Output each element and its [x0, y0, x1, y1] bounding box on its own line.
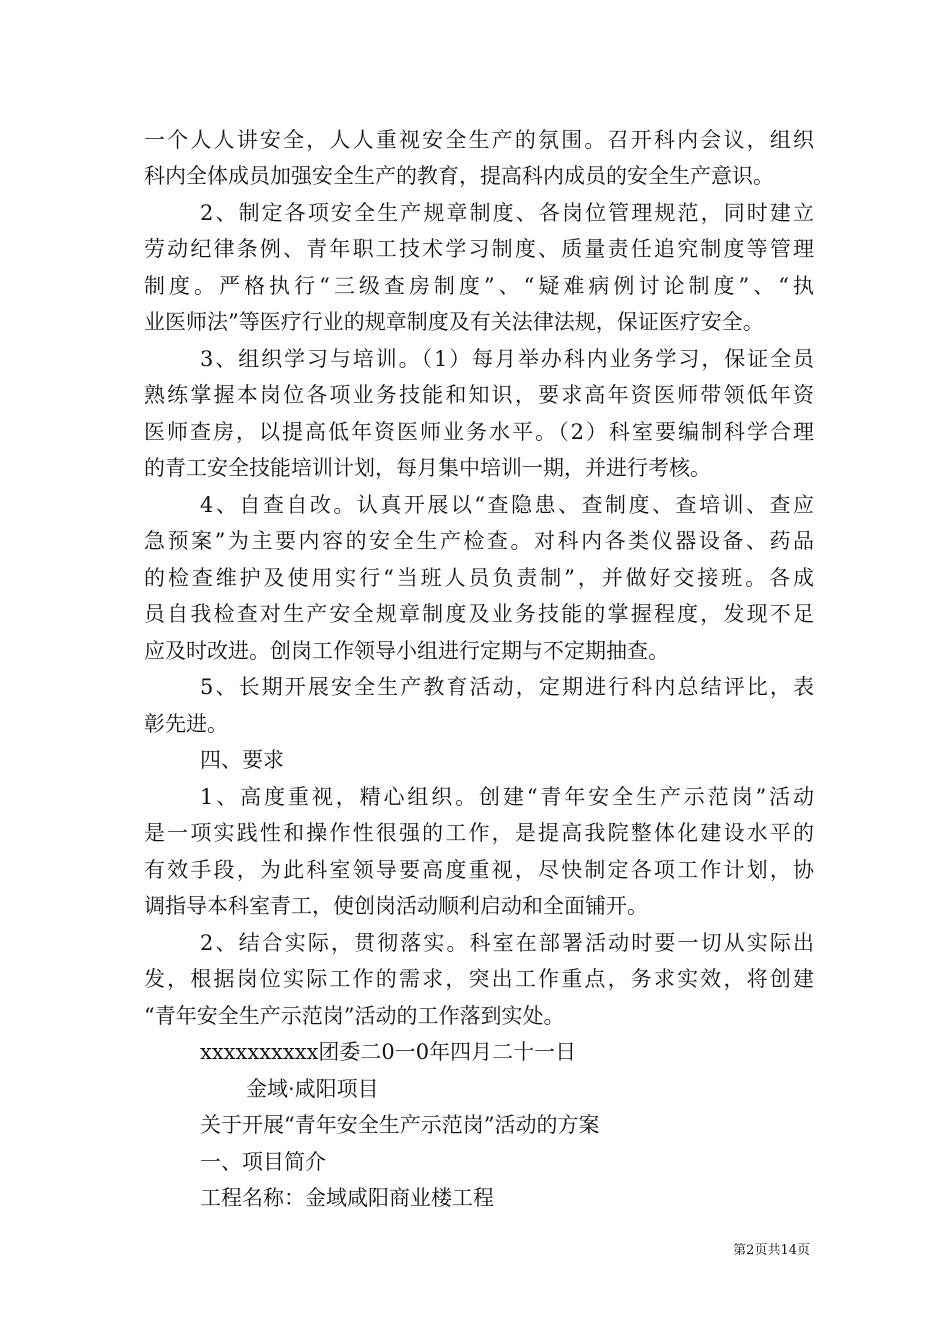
paragraph-line: 彰先进。 [144, 712, 228, 736]
paragraph-line: 科内全体成员加强安全生产的教育，提高科内成员的安全生产意识。 [144, 164, 774, 188]
paragraph-line: 一个人人讲安全，人人重视安全生产的氛围。召开科内会议，组织 [144, 128, 814, 152]
paragraph-line: 的检查维护及使用实行“当班人员负责制”，并做好交接班。各成 [144, 566, 814, 590]
plan-title: 关于开展“青年安全生产示范岗”活动的方案 [200, 1113, 600, 1137]
paragraph-line: 5、长期开展安全生产教育活动，定期进行科内总结评比，表 [200, 675, 814, 699]
paragraph-line: 的青工安全技能培训计划，每月集中培训一期，并进行考核。 [144, 456, 711, 480]
paragraph-line: 是一项实践性和操作性很强的工作，是提高我院整体化建设水平的 [144, 821, 814, 845]
paragraph-line: 有效手段，为此科室领导要高度重视，尽快制定各项工作计划，协 [144, 858, 814, 882]
section-heading: 一、项目简介 [200, 1150, 326, 1174]
paragraph-line: 急预案”为主要内容的安全生产检查。对科内各类仪器设备、药品 [144, 529, 814, 553]
paragraph-line: 业医师法”等医疗行业的规章制度及有关法律法规，保证医疗安全。 [144, 310, 764, 334]
signature-date-line: xxxxxxxxxx团委二0一0年四月二十一日 [200, 1040, 577, 1064]
paragraph-line: “青年安全生产示范岗”活动的工作落到实处。 [144, 1004, 565, 1028]
paragraph-line: 2、结合实际，贯彻落实。科室在部署活动时要一切从实际出 [200, 931, 814, 955]
page-number: 第2页共14页 [733, 1243, 810, 1258]
section-heading: 四、要求 [200, 748, 284, 772]
project-field: 工程名称：金域咸阳商业楼工程 [200, 1186, 494, 1210]
paragraph-line: 劳动纪律条例、青年职工技术学习制度、质量责任追究制度等管理 [144, 237, 814, 261]
paragraph-line: 调指导本科室青工，使创岗活动顺利启动和全面铺开。 [144, 894, 648, 918]
project-name: 金域·咸阳项目 [246, 1077, 379, 1101]
paragraph-line: 员自我检查对生产安全规章制度及业务技能的掌握程度，发现不足 [144, 602, 814, 626]
paragraph-line: 发，根据岗位实际工作的需求，突出工作重点，务求实效，将创建 [144, 967, 814, 991]
paragraph-line: 熟练掌握本岗位各项业务技能和知识，要求高年资医师带领低年资 [144, 383, 814, 407]
paragraph-line: 3、组织学习与培训。（1）每月举办科内业务学习，保证全员 [200, 347, 814, 371]
paragraph-line: 1、高度重视，精心组织。创建“青年安全生产示范岗”活动 [200, 785, 814, 809]
paragraph-line: 医师查房，以提高低年资医师业务水平。（2）科室要编制科学合理 [144, 420, 814, 444]
paragraph-line: 制度。严格执行“三级查房制度”、“疑难病例讨论制度”、“执 [144, 274, 814, 298]
paragraph-line: 4、自查自改。认真开展以“查隐患、查制度、查培训、查应 [200, 493, 814, 517]
paragraph-line: 应及时改进。创岗工作领导小组进行定期与不定期抽查。 [144, 639, 669, 663]
paragraph-line: 2、制定各项安全生产规章制度、各岗位管理规范，同时建立 [200, 201, 814, 225]
